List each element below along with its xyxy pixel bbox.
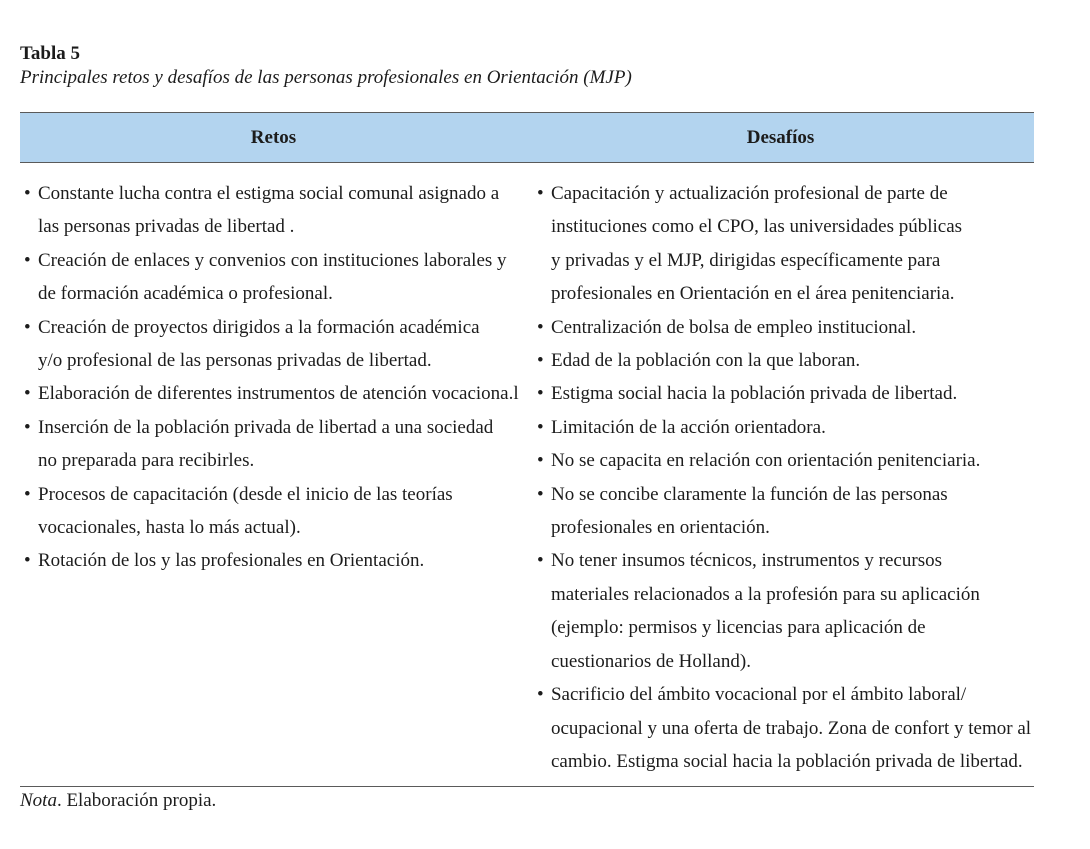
table-body-row [20,163,1034,787]
reto-item [24,411,529,478]
desafio-item-text [551,678,1034,778]
item-line: Procesos de capacitación (desde el inicio de las teorías [38,483,453,505]
item-line: Creación de proyectos dirigidos a la formación académica [38,316,480,338]
header-desafios: Desafíos [746,126,815,148]
bullet-icon: • [536,684,544,706]
reto-item-text [38,377,529,410]
item-line: profesionales en Orientación en el área penitenciaria. [550,283,955,305]
data-table [20,112,1034,787]
reto-item-text [38,411,529,478]
item-line: No se capacita en relación con orientación penitenciaria. [550,450,981,472]
item-line: No tener insumos técnicos, instrumentos y recursos [550,550,942,572]
item-line: Rotación de los y las profesionales en Orientación. [38,550,425,572]
item-line: vocacionales, hasta lo más actual). [38,517,301,539]
bullet-icon: • [24,183,31,204]
bullet-icon: • [536,483,544,505]
desafio-item-text [551,311,1034,344]
reto-item-text [38,544,529,577]
desafios-list [529,177,1034,778]
item-line: Constante lucha contra el estigma social comunal asignado a [38,183,500,204]
bullet-icon: • [536,450,544,472]
bullet-icon: • [24,483,31,505]
reto-item [24,311,529,378]
item-line: instituciones como el CPO, las universidades públicas [550,216,963,238]
reto-item-text [38,311,529,378]
desafio-item [537,344,1034,377]
item-line: profesionales en orientación. [550,517,770,539]
item-line: y/o profesional de las personas privadas de libertad. [38,350,432,372]
note-text: . Elaboración propia. [56,790,217,811]
item-line: No se concibe claramente la función de las personas [550,483,948,505]
reto-item [24,478,529,545]
table-container [20,42,1034,811]
desafio-item-text [551,411,1034,444]
bullet-icon: • [536,416,544,438]
bullet-icon: • [536,316,544,338]
item-line: no preparada para recibirles. [38,450,255,472]
bullet-icon: • [536,350,544,372]
item-line: ocupacional y una oferta de trabajo. Zona de confort y temor al [550,717,1032,739]
item-line: (ejemplo: permisos y licencias para aplicación de [550,617,926,639]
item-line: cambio. Estigma social hacia la población privada de libertad. [550,750,1023,772]
item-line: de formación académica o profesional. [38,283,333,305]
desafio-item [537,544,1034,678]
desafio-item [537,478,1034,545]
item-line: las personas privadas de libertad . [38,216,295,238]
reto-item [24,177,529,244]
item-line: materiales relacionados a la profesión para su aplicación [550,583,980,605]
item-line: Inserción de la población privada de libertad a una sociedad [38,416,494,438]
desafio-item [537,311,1034,344]
reto-item-text [38,478,529,545]
table-label: Tabla 5 [20,43,81,64]
desafio-item [537,377,1034,410]
desafio-item-text [551,544,1034,678]
item-line: cuestionarios de Holland). [550,650,751,672]
bullet-icon: • [536,183,544,204]
reto-item-text [38,244,529,311]
item-line: Creación de enlaces y convenios con instituciones laborales y [38,249,507,271]
bullet-icon: • [24,316,31,338]
desafio-item-text [551,177,1034,311]
item-line: Limitación de la acción orientadora. [550,416,826,438]
item-line: Sacrificio del ámbito vocacional por el ámbito laboral/ [550,684,967,706]
desafio-item-text [551,444,1034,477]
desafio-item [537,177,1034,311]
bullet-icon: • [536,383,544,405]
header-retos: Retos [250,126,297,148]
item-line: y privadas y el MJP, dirigidas específicamente para [550,249,941,271]
reto-item [24,377,529,410]
item-line: Centralización de bolsa de empleo institucional. [550,316,917,338]
bullet-icon: • [536,550,544,572]
desafio-item [537,678,1034,778]
table-title: Principales retos y desafíos de las personas profesionales en Orientación (MJP) [20,67,632,88]
desafio-item-text [551,377,1034,410]
desafio-item-text [551,344,1034,377]
reto-item-text [38,177,529,244]
bullet-icon: • [24,383,31,405]
bullet-icon: • [24,249,31,271]
item-line: Edad de la población con la que laboran. [550,350,861,372]
table-header-row [20,112,1034,163]
bullet-icon: • [24,416,31,438]
item-line: Capacitación y actualización profesional de parte de [550,183,948,204]
retos-list [20,177,529,778]
item-line: Elaboración de diferentes instrumentos de atención vocaciona.l [38,383,519,405]
reto-item [24,244,529,311]
item-line: Estigma social hacia la población privada de libertad. [550,383,958,405]
desafio-item [537,444,1034,477]
note-label: Nota [20,790,57,811]
desafio-item-text [551,478,1034,545]
reto-item [24,544,529,577]
bullet-icon: • [24,550,31,572]
desafio-item [537,411,1034,444]
table-note [20,789,216,813]
